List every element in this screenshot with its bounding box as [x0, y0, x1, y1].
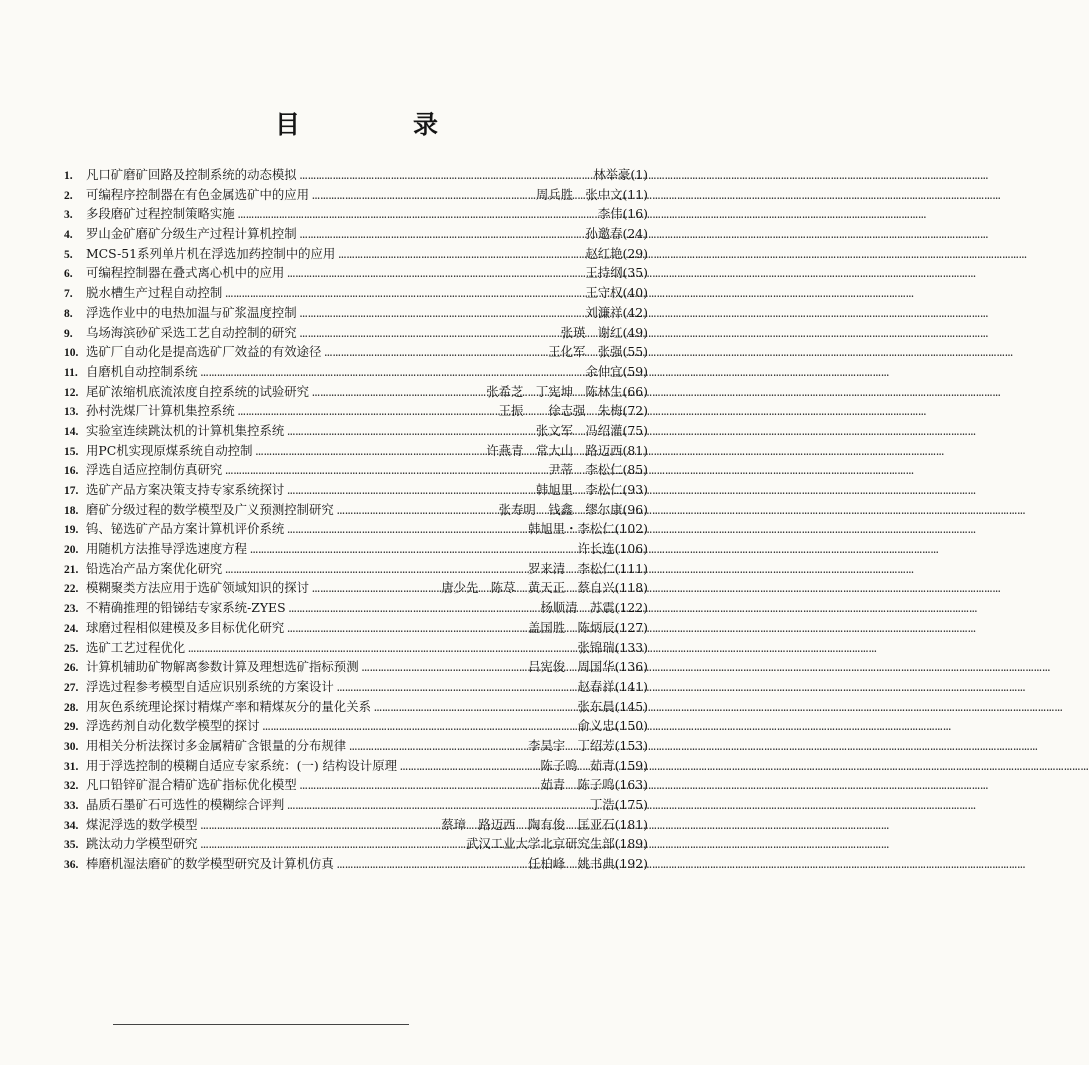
toc-entry-number: 12. — [64, 386, 79, 399]
toc-entry[interactable] — [64, 756, 648, 776]
toc-entry[interactable] — [64, 342, 648, 362]
dot-leader — [300, 777, 538, 797]
toc-entry[interactable] — [64, 165, 648, 185]
toc-entry-title: 自磨机自动控制系统 — [86, 363, 198, 379]
toc-entry[interactable] — [64, 263, 648, 283]
toc-entry[interactable] — [64, 224, 648, 244]
toc-entry-title: 实验室连续跳汰机的计算机集控系统 — [86, 422, 285, 438]
toc-entry-title: 浮选作业中的电热加温与矿浆温度控制 — [86, 304, 297, 320]
toc-entry-author-page: 张瑛 谢红(49) — [560, 324, 648, 340]
toc-entry-author-page: 罗来清 李松仁(111) — [527, 560, 648, 576]
dot-leader — [287, 521, 525, 541]
toc-entry-author-page: 俞义忠(150) — [577, 718, 648, 734]
toc-entry-number: 1. — [64, 170, 73, 182]
toc-entry[interactable] — [64, 421, 648, 441]
toc-entry-number: 16. — [64, 465, 79, 478]
toc-entry-author-page: 刘濂祥(42) — [585, 304, 648, 320]
toc-entry-title: MCS-51系列单片机在浮选加药控制中的应用 — [86, 245, 336, 261]
toc-entry-title: 晶质石墨矿石可选性的模糊综合评判 — [86, 797, 285, 812]
toc-entry-title: 选矿工艺过程优化 — [86, 639, 186, 655]
toc-entry-title: 煤泥浮选的数学模型 — [86, 816, 198, 832]
dot-leader — [324, 344, 545, 364]
toc-entry-number: 15. — [64, 445, 79, 458]
toc-entry[interactable] — [64, 185, 648, 205]
toc-entry-title: 选矿产品方案决策支持专家系统探讨 — [86, 482, 285, 497]
toc-entry-number: 18. — [64, 504, 79, 517]
toc-entry-number: 7. — [64, 288, 73, 301]
toc-entry-author-page: 任柏峰 姚书典(192) — [527, 856, 648, 872]
toc-entry-author-page: 盖国胜 陈炳辰(127) — [527, 619, 648, 635]
toc-entry[interactable] — [64, 401, 648, 421]
page-title: 目 录 — [274, 109, 482, 139]
toc-entry-number: 34. — [64, 819, 79, 832]
toc-entry-number: 9. — [64, 327, 73, 340]
toc-entry-number: 24. — [64, 622, 79, 635]
dot-leader — [337, 679, 575, 699]
toc-entry-author-page: 张文军 冯绍灌(75) — [535, 422, 648, 438]
toc-entry-title: 凡口矿磨矿回路及控制系统的动态模拟 — [86, 167, 297, 182]
toc-entry[interactable] — [64, 815, 648, 835]
toc-entry[interactable] — [64, 618, 648, 638]
toc-entry[interactable] — [64, 578, 648, 598]
toc-entry-number: 29. — [64, 721, 79, 734]
toc-entry-title: 脱水槽生产过程自动控制 — [86, 285, 223, 301]
toc-entry-author-page: 韩旭里 李松仁(93) — [535, 482, 648, 497]
toc-entry-number: 21. — [64, 563, 79, 576]
toc-entry-title: 磨矿分级过程的数学模型及广义预测控制研究 — [86, 501, 334, 517]
toc-entry-number: 23. — [64, 603, 79, 616]
dot-leader — [312, 580, 438, 600]
toc-entry-title: 孙村洗煤厂计算机集控系统 — [86, 403, 235, 419]
toc-entry-number: 11. — [64, 366, 78, 379]
toc-entry-number: 28. — [64, 701, 79, 714]
toc-entry-number: 5. — [64, 248, 73, 261]
dot-leader — [338, 246, 582, 266]
toc-entry-author-page: 丁浩(175) — [589, 797, 648, 812]
toc-entry-number: 22. — [64, 583, 79, 596]
toc-entry[interactable] — [64, 736, 648, 756]
toc-entry[interactable] — [64, 795, 648, 815]
dot-leader — [287, 620, 525, 640]
toc-entry-number: 3. — [64, 209, 73, 222]
toc-entry[interactable] — [64, 775, 648, 795]
toc-entry-author-page: 余仲宜(59) — [585, 363, 648, 379]
table-of-contents — [64, 165, 648, 874]
toc-entry-number: 20. — [64, 544, 79, 557]
toc-entry-author-page: 茹青 陈子鸣(163) — [540, 777, 648, 793]
toc-entry-title: 乌场海滨砂矿采选工艺自动控制的研究 — [86, 324, 297, 340]
toc-entry[interactable] — [64, 559, 648, 579]
toc-entry[interactable] — [64, 519, 648, 539]
toc-entry[interactable] — [64, 598, 648, 618]
toc-entry[interactable] — [64, 382, 648, 402]
toc-entry-title: 多段磨矿过程控制策略实施 — [86, 206, 235, 222]
toc-entry-number: 13. — [64, 406, 79, 419]
toc-entry-title: 模糊聚类方法应用于选矿领域知识的探讨 — [86, 580, 310, 596]
dot-leader — [337, 502, 496, 522]
toc-entry-title: 用灰色系统理论探讨精煤产率和精煤灰分的量化关系 — [86, 698, 371, 714]
toc-entry-title: 用随机方法推导浮选速度方程 — [86, 541, 248, 557]
toc-entry[interactable] — [64, 204, 648, 224]
toc-entry-author-page: 吕宪俊 周国华(136) — [527, 659, 648, 675]
toc-entry-title: 可编程控制器在叠式离心机中的应用 — [86, 265, 285, 281]
toc-entry-author-page: 张寿明 钱鑫 缪尔康(96) — [498, 501, 648, 517]
toc-entry-number: 25. — [64, 642, 79, 655]
toc-entry-number: 35. — [64, 839, 79, 852]
toc-entry-author-page: 李伟(16) — [597, 206, 648, 222]
toc-entry-author-page: 赵红艳(29) — [585, 245, 648, 261]
toc-entry-author-page: 赵春祥(141) — [577, 678, 648, 694]
toc-entry-number: 2. — [64, 189, 73, 202]
toc-entry-author-page: 唐少先 陈荩 黄天正 蔡自兴(118) — [441, 580, 648, 596]
toc-entry-author-page: 张东晨(145) — [577, 698, 648, 714]
toc-entry-number: 33. — [64, 800, 79, 812]
toc-entry-title: 棒磨机湿法磨矿的数学模型研究及计算机仿真 — [86, 856, 334, 872]
toc-entry-author-page: 韩旭里・李松仁(102) — [527, 521, 648, 537]
toc-entry-author-page: 陈子鸣 茹青(159) — [540, 757, 648, 773]
toc-entry[interactable] — [64, 323, 648, 343]
toc-entry-author-page: 张希芝 丁宪坤 陈林生(66) — [486, 383, 648, 399]
toc-entry-author-page: 王持纲(35) — [585, 265, 648, 281]
toc-entry-title: 计算机辅助矿物解离参数计算及理想选矿指标预测 — [86, 659, 359, 675]
dot-leader — [400, 758, 537, 778]
toc-entry-number: 8. — [64, 307, 73, 320]
toc-entry-author-page: 蔡璋 路迈西 陶有俊 匡亚石(181) — [441, 816, 648, 832]
toc-entry-number: 4. — [64, 229, 73, 242]
toc-entry-title: 浮选过程参考模型自适应识别系统的方案设计 — [86, 678, 334, 694]
toc-entry-number: 31. — [64, 760, 79, 773]
dot-leader — [362, 659, 525, 679]
toc-entry-author-page: 张锦瑞(133) — [577, 639, 648, 655]
toc-entry[interactable] — [64, 480, 648, 500]
toc-entry-author-page: 王化军 张强(55) — [548, 344, 648, 360]
dot-leader — [256, 443, 484, 463]
toc-entry-number: 10. — [64, 347, 79, 360]
dot-leader — [250, 541, 574, 561]
toc-entry-author-page: 王守权(40) — [585, 285, 648, 301]
toc-entry-author-page: 林举豪(1) — [593, 167, 648, 182]
toc-entry-author-page: 杨顺清 苏震(122) — [540, 600, 648, 616]
dot-leader — [287, 265, 582, 285]
toc-entry-author-page: 尹蒂 李松仁(85) — [548, 462, 648, 478]
toc-entry[interactable] — [64, 500, 648, 520]
toc-entry-number: 27. — [64, 681, 79, 694]
toc-entry-author-page: 武汉工业大学北京研究生部(189) — [465, 836, 648, 852]
dot-leader — [300, 305, 583, 325]
toc-entry-title: 用于浮选控制的模糊自适应专家系统：(一) 结构设计原理 — [86, 757, 397, 773]
toc-entry-title: 浮选药剂自动化数学模型的探讨 — [86, 718, 260, 734]
toc-entry-number: 32. — [64, 780, 79, 793]
toc-entry-number: 14. — [64, 425, 79, 438]
dot-leader — [300, 226, 583, 246]
toc-entry[interactable] — [64, 244, 648, 264]
toc-entry[interactable] — [64, 638, 648, 658]
toc-entry-title: 用相关分析法探讨多金属精矿含银量的分布规律 — [86, 737, 347, 753]
toc-entry-title: 凡口铅锌矿混合精矿选矿指标优化模型 — [86, 777, 297, 793]
toc-entry-author-page: 周兵胜 张中文(11) — [535, 186, 648, 202]
toc-entry[interactable] — [64, 283, 648, 303]
toc-entry-number: 17. — [64, 485, 79, 497]
toc-entry-title: 铅选冶产品方案优化研究 — [86, 560, 223, 576]
dot-leader — [312, 384, 483, 404]
toc-entry-author-page: 许长连(106) — [577, 541, 648, 557]
toc-entry-title: 可编程序控制器在有色金属选矿中的应用 — [86, 186, 310, 202]
bottom-rule — [113, 1024, 409, 1025]
toc-entry-number: 36. — [64, 859, 79, 872]
toc-entry[interactable] — [64, 539, 648, 559]
toc-entry[interactable] — [64, 441, 648, 461]
toc-entry-title: 用PC机实现原煤系统自动控制 — [86, 442, 253, 458]
toc-entry-number: 30. — [64, 740, 79, 753]
toc-entry[interactable] — [64, 697, 648, 717]
dot-leader — [374, 699, 575, 719]
toc-entry-number: 6. — [64, 268, 73, 281]
toc-entry-title: 浮选自适应控制仿真研究 — [86, 462, 223, 478]
toc-entry-title: 选矿厂自动化是提高选矿厂效益的有效途径 — [86, 344, 322, 360]
dot-leader — [201, 817, 439, 837]
dot-leader — [289, 600, 538, 620]
toc-entry-author-page: 李昊宇 丁绍芳(153) — [527, 737, 648, 753]
toc-entry[interactable] — [64, 362, 648, 382]
dot-leader — [337, 856, 525, 876]
toc-entry[interactable] — [64, 657, 648, 677]
dot-leader — [300, 325, 558, 345]
toc-entry[interactable] — [64, 854, 648, 874]
toc-entry-author-page: 孙邀春(24) — [585, 226, 648, 242]
toc-entry-title: 球磨过程相似建模及多目标优化研究 — [86, 619, 285, 635]
toc-entry[interactable] — [64, 716, 648, 736]
dot-leader — [312, 187, 533, 207]
toc-entry[interactable] — [64, 303, 648, 323]
toc-entry-title: 尾矿浓缩机底流浓度自控系统的试验研究 — [86, 383, 310, 399]
toc-entry-title: 不精确推理的铅锑结专家系统-ZYES — [86, 600, 286, 616]
toc-entry[interactable] — [64, 677, 648, 697]
toc-entry-author-page: 王振 徐志强 朱梅(72) — [498, 403, 648, 419]
toc-entry-author-page: 许燕青 常大山 路迈西(81) — [486, 442, 648, 458]
toc-entry-title: 跳汰动力学模型研究 — [86, 836, 198, 852]
toc-entry-title: 罗山金矿磨矿分级生产过程计算机控制 — [86, 226, 297, 242]
toc-entry[interactable] — [64, 834, 648, 854]
toc-entry-number: 19. — [64, 524, 79, 537]
toc-entry-number: 26. — [64, 662, 79, 675]
toc-entry[interactable] — [64, 460, 648, 480]
toc-entry-title: 钨、铋选矿产品方案计算机评价系统 — [86, 521, 285, 537]
